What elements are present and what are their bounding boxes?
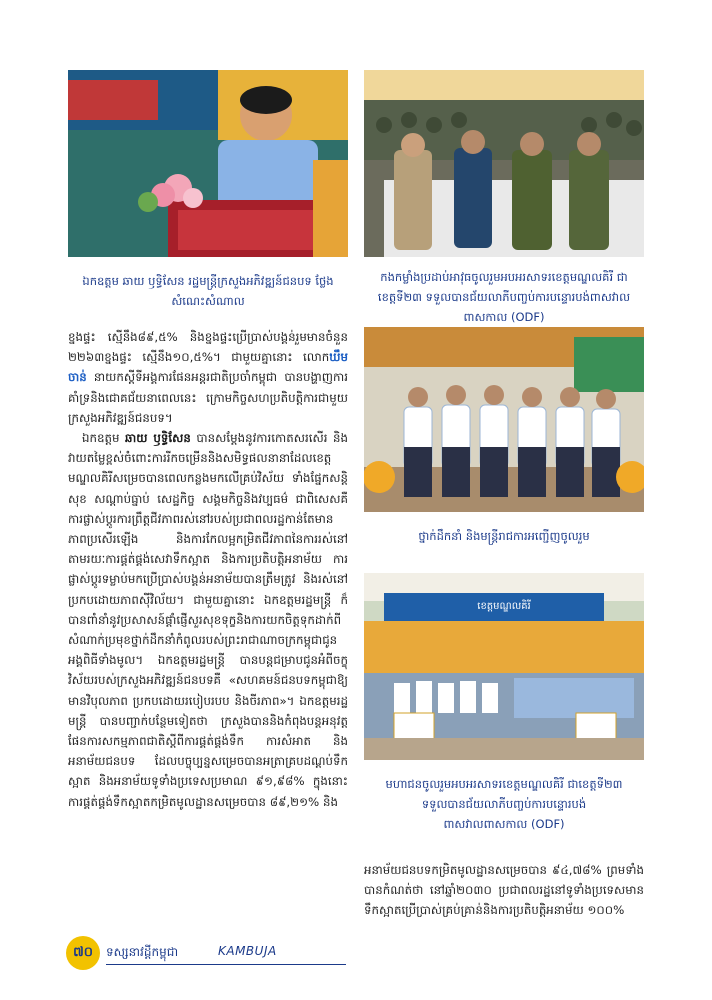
article-paragraph-1-text-a: ខ្នងផ្ទះ ស្មើនឹង៨៩,៥% និងខ្នងផ្ទះប្រើប្រាស់បង្គន់រួមមានចំនួន ២២៦៣ខ្នងផ្ទះ ស្មើនឹង១០,៥%។ ជាមួយគ្នានោះ លោក: [68, 330, 348, 365]
photo-officials-caption-tag: (ODF): [510, 310, 545, 324]
photo-crowd-banner-text: ខេត្តមណ្ឌលគិរី: [477, 601, 531, 612]
photo-officials-caption: [358, 267, 650, 327]
photo-leaders-image: [364, 327, 644, 512]
photo-crowd-caption-line3-wrap: [364, 814, 644, 834]
article-person-name-minister: ឆាយ ឫទ្ធិសែន: [125, 431, 191, 446]
photo-crowd: [364, 573, 644, 760]
magazine-title-latin: KAMBUJA: [218, 944, 277, 958]
photo-officials-caption-line1: កងកម្លាំងប្រដាប់អាវុធចូលរួមអបអរសាទរខេត្តមណ្ឌលគិរី ជា: [380, 270, 628, 284]
article-paragraph-1: [68, 327, 348, 428]
article-paragraph-2-prefix: ឯកឧត្តម: [82, 431, 126, 446]
article-paragraph-2: [68, 428, 348, 812]
photo-speaker-caption: [68, 271, 348, 311]
photo-officials-caption-line3: ពាសកាល: [463, 310, 508, 324]
article-paragraph-1-text-b: នាយកស្តីទីអង្គការផែនអន្តរជាតិប្រចាំកម្ពុជា បានបង្ហាញការគាំទ្រនិងជោគជ័យនាពេលនេះ ក្រោមកិច្ចសហប្រតិបត្តិការជាមួយក្រសួងអភិវឌ្ឍន៍ជនបទ។: [68, 370, 348, 425]
page-footer: [66, 936, 386, 970]
article-right-paragraph: អនាម័យជនបទកម្រិតមូលដ្ឋានសម្រេចបាន ៩៤,៧៨% ព្រមទាំងបានកំណត់ថា នៅឆ្នាំ២០៣០ ប្រជាពលរដ្ឋនៅទូទាំងប្រទេសមានទឹកស្អាតប្រើប្រាស់គ្រប់គ្រាន់និងការប្រតិបត្តិអនាម័យ ១០០%: [364, 863, 644, 918]
photo-speaker-image: [68, 70, 348, 257]
footer-divider: [106, 964, 346, 965]
photo-leaders-caption-text: ថ្នាក់ដឹកនាំ និងមន្ត្រីរាជការអញ្ជើញចូលរួម: [418, 529, 590, 543]
article-right-column: [364, 860, 644, 926]
photo-crowd-caption: [364, 774, 644, 834]
photo-officials-image: [364, 70, 644, 257]
article-paragraph-2-body: បានសម្តែងនូវការកោតសរសើរ និងវាយតម្លៃខ្ពស់ចំពោះការរីកចម្រើននិងសមិទ្ធផលនានាដែលខេត្តមណ្ឌលគិរីសម្រេចបានពេលកន្លងមកលើគ្រប់វិស័យ ទាំងផ្នែកសន្តិសុខ សណ្តាប់ធ្នាប់ សេដ្ឋកិច្ច សង្គមកិច្ចនិងវប្បធម៌ ជាពិសេសគឺ ការផ្លាស់ប្តូរការព្រឹត្តជីវភាពរស់នៅរបស់ប្រជាពលរដ្ឋកាន់តែមានភាពប្រសើរឡើង និងការកែលម្អកម្រិតជីវភាពនៃការរស់នៅតាមរយៈការផ្គត់ផ្គង់សេវាទឹកស្អាត និងការប្រតិបត្តិអនាម័យ ការផ្លាស់ប្តូរទម្លាប់មកប្រើប្រាស់បង្គន់អនាម័យបានត្រឹមត្រូវ និងរស់នៅប្រកបដោយភាពស៊ីវិល័យ។ ជាមួយគ្នានោះ ឯកឧត្តមរដ្ឋមន្ត្រី ក៏បានពាំនាំនូវប្រសាសន៍ផ្តាំផ្ញើសួរសុខទុក្ខនិងការយកចិត្តទុកដាក់ពីសំណាក់ប្រមុខថ្នាក់ដឹកនាំកំពូលរបស់ព្រះរាជាណាចក្រកម្ពុជាជូនអង្គពិធីទាំងមូល។ ឯកឧត្តមរដ្ឋមន្ត្រី បានបន្តជម្រាបជូនអំពីចក្ខុវិស័យរបស់ក្រសួងអភិវឌ្ឍន៍ជនបទគឺ «សហគមន៍ជនបទកម្ពុជាឱ្យមានវិបុលភាព ប្រកបដោយរបៀបរបប និងចីរភាព»។ ឯកឧត្តមរដ្ឋមន្ត្រី បានបញ្ជាក់បន្ថែមទៀតថា ក្រសួងបាននិងកំពុងបន្តអនុវត្តផែនការសកម្មភាពជាតិស្តីពីការផ្គត់ផ្គង់ទឹក ការសំអាត និងអនាម័យជនបទ ដែលបច្ចុប្បន្នសម្រេចបានអត្រាគ្របដណ្តប់ទឹកស្អាត និងអនាម័យទូទាំងប្រទេសប្រមាណ ៩១,៩៨% ក្នុងនោះ ការផ្គត់ផ្គង់ទឹកស្អាតកម្រិតមូលដ្ឋានសម្រេចបាន ៨៩,២១% និង: [68, 431, 348, 809]
photo-crowd-caption-line3: ពាសវាលពាសកាល: [443, 817, 528, 831]
photo-officials-caption-line2: ខេត្តទី២៣ ទទួលបានជ័យលាភីបញ្ចប់ការបន្ទោរបង់ពាសវាល: [377, 290, 631, 304]
page-number: ៧០: [66, 936, 100, 970]
article-left-column: [68, 327, 348, 925]
magazine-title-khmer: ទស្សនាវដ្ដីកម្ពុជា: [106, 945, 179, 959]
photo-speaker-caption-text: ឯកឧត្តម ឆាយ ឫទ្ធិសែន រដ្ឋមន្ត្រីក្រសួងអភិវឌ្ឍន៍ជនបទ ថ្លែងសំណេះសំណាល: [82, 274, 334, 308]
photo-leaders: [364, 327, 644, 512]
photo-crowd-caption-line2: ទទួលបានជ័យលាភីបញ្ចប់ការបន្ទោរបង់: [421, 797, 587, 811]
photo-speaker: [68, 70, 348, 257]
photo-crowd-caption-line1: មហាជនចូលរួមអបអរសាទរខេត្តមណ្ឌលគិរី ជាខេត្តទី២៣: [385, 777, 623, 791]
article-person-name-khim-chan: ឃឹម ចាន់: [68, 350, 348, 385]
photo-leaders-caption: [364, 526, 644, 546]
photo-officials: [364, 70, 644, 257]
photo-officials-caption-line3-wrap: [358, 307, 650, 327]
photo-crowd-caption-tag: (ODF): [531, 817, 565, 831]
